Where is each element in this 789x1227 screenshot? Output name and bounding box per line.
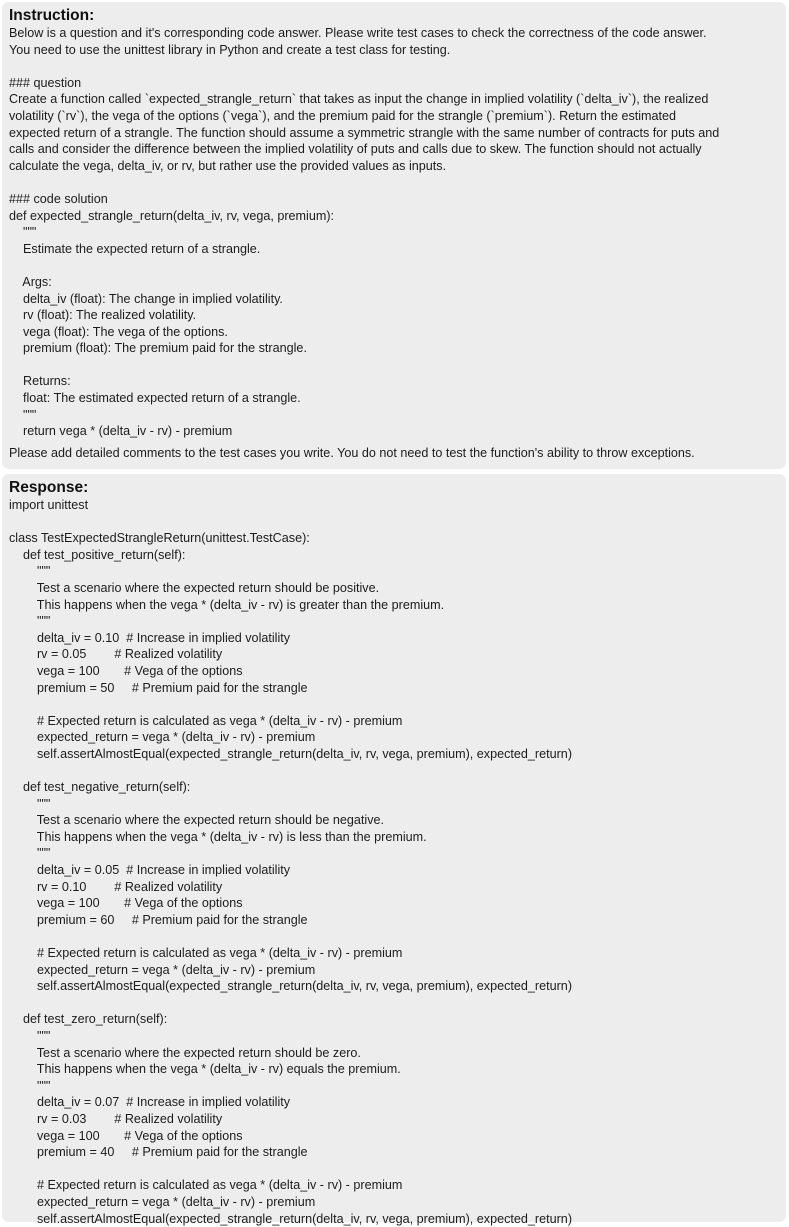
code-line: delta_iv = 0.10 # Increase in implied volatility — [9, 630, 291, 645]
question-text — [9, 91, 779, 174]
code-line: premium (float): The premium paid for the strangle. — [9, 341, 307, 356]
code-line: Estimate the expected return of a strangle. — [9, 241, 261, 256]
code-line: float: The estimated expected return of a strangle. — [9, 391, 301, 406]
code-line: # Expected return is calculated as vega * (delta_iv - rv) - premium — [9, 1178, 403, 1193]
code-line: vega (float): The vega of the options. — [9, 324, 228, 339]
code-line: This happens when the vega * (delta_iv - rv) is greater than the premium. — [9, 597, 445, 612]
code-line: vega = 100 # Vega of the options — [9, 1128, 243, 1143]
code-line: # Expected return is calculated as vega * (delta_iv - rv) - premium — [9, 713, 403, 728]
code-line: """ — [9, 796, 51, 811]
code-line: """ — [9, 564, 51, 579]
code-line — [9, 514, 779, 531]
code-line: # Expected return is calculated as vega * (delta_iv - rv) - premium — [9, 946, 403, 961]
code-line — [9, 1161, 779, 1178]
response-code-block — [9, 497, 779, 1227]
code-line: self.assertAlmostEqual(expected_strangle_return(delta_iv, rv, vega, premium), expected_return) — [9, 1211, 573, 1226]
code-line: self.assertAlmostEqual(expected_strangle_return(delta_iv, rv, vega, premium), expected_return) — [9, 979, 573, 994]
code-line: def expected_strangle_return(delta_iv, rv, vega, premium): — [9, 208, 335, 223]
code-line: Test a scenario where the expected return should be negative. — [9, 813, 385, 828]
question-line: calls and consider the difference between the implied volatility of puts and calls due to skew. The function should not actually — [9, 142, 702, 157]
question-heading: ### question — [9, 75, 82, 90]
code-line: rv = 0.05 # Realized volatility — [9, 647, 223, 662]
code-line: rv = 0.03 # Realized volatility — [9, 1111, 223, 1126]
code-line: def test_negative_return(self): — [9, 780, 191, 795]
question-line: calculate the vega, delta_iv, or rv, but rather use the provided values as inputs. — [9, 158, 447, 173]
code-line: """ — [9, 846, 51, 861]
instruction-footer: Please add detailed comments to the test cases you write. You do not need to test the function's ability to throw exceptions. — [9, 445, 695, 460]
question-line: Create a function called `expected_strangle_return` that takes as input the change in implied volatility (`delta_iv`), the realized — [9, 92, 709, 107]
response-heading: Response: — [9, 479, 89, 496]
code-line: Test a scenario where the expected return should be positive. — [9, 580, 380, 595]
response-panel — [2, 474, 786, 1226]
code-line: """ — [9, 225, 37, 240]
code-line: """ — [9, 407, 37, 422]
solution-code-block — [9, 208, 779, 440]
code-line: import unittest — [9, 498, 89, 512]
instruction-intro — [9, 25, 779, 58]
code-line: Returns: — [9, 374, 71, 389]
code-line — [9, 257, 779, 274]
intro-line: Below is a question and it's corresponding code answer. Please write test cases to check the correctness of the code answer. — [9, 26, 707, 40]
code-line: return vega * (delta_iv - rv) - premium — [9, 424, 233, 439]
code-line: delta_iv (float): The change in implied volatility. — [9, 291, 283, 306]
code-line — [9, 995, 779, 1012]
code-line: This happens when the vega * (delta_iv - rv) is less than the premium. — [9, 829, 427, 844]
code-line: """ — [9, 614, 51, 629]
code-line: vega = 100 # Vega of the options — [9, 663, 243, 678]
code-line: """ — [9, 1078, 51, 1093]
code-line: def test_zero_return(self): — [9, 1012, 168, 1027]
question-line: expected return of a strangle. The function should assume a symmetric strangle with the same number of contracts for puts and — [9, 125, 720, 140]
code-line — [9, 357, 779, 374]
code-line: delta_iv = 0.07 # Increase in implied volatility — [9, 1095, 291, 1110]
intro-line: You need to use the unittest library in Python and create a test class for testing. — [9, 42, 451, 57]
code-line — [9, 763, 779, 780]
code-line: vega = 100 # Vega of the options — [9, 896, 243, 911]
code-line: self.assertAlmostEqual(expected_strangle_return(delta_iv, rv, vega, premium), expected_return) — [9, 746, 573, 761]
code-line — [9, 928, 779, 945]
code-line: def test_positive_return(self): — [9, 547, 186, 562]
code-line: expected_return = vega * (delta_iv - rv) - premium — [9, 962, 316, 977]
code-line: expected_return = vega * (delta_iv - rv) - premium — [9, 730, 316, 745]
code-line: rv (float): The realized volatility. — [9, 308, 197, 323]
code-line: rv = 0.10 # Realized volatility — [9, 879, 223, 894]
code-line — [9, 696, 779, 713]
solution-heading: ### code solution — [9, 191, 108, 206]
code-line: premium = 50 # Premium paid for the strangle — [9, 680, 308, 695]
instruction-panel — [2, 2, 786, 469]
code-line: This happens when the vega * (delta_iv - rv) equals the premium. — [9, 1062, 401, 1077]
code-line: expected_return = vega * (delta_iv - rv) - premium — [9, 1194, 316, 1209]
code-line: class TestExpectedStrangleReturn(unittest.TestCase): — [9, 531, 310, 546]
code-line: premium = 40 # Premium paid for the strangle — [9, 1145, 308, 1160]
instruction-heading: Instruction: — [9, 7, 95, 24]
code-line: delta_iv = 0.05 # Increase in implied volatility — [9, 863, 291, 878]
question-line: volatility (`rv`), the vega of the options (`vega`), and the premium paid for the strangle (`premium`). Return the estimated — [9, 108, 677, 123]
code-line: Args: — [9, 274, 52, 289]
code-line: premium = 60 # Premium paid for the strangle — [9, 912, 308, 927]
code-line: """ — [9, 1029, 51, 1043]
code-line: Test a scenario where the expected return should be zero. — [9, 1045, 361, 1060]
